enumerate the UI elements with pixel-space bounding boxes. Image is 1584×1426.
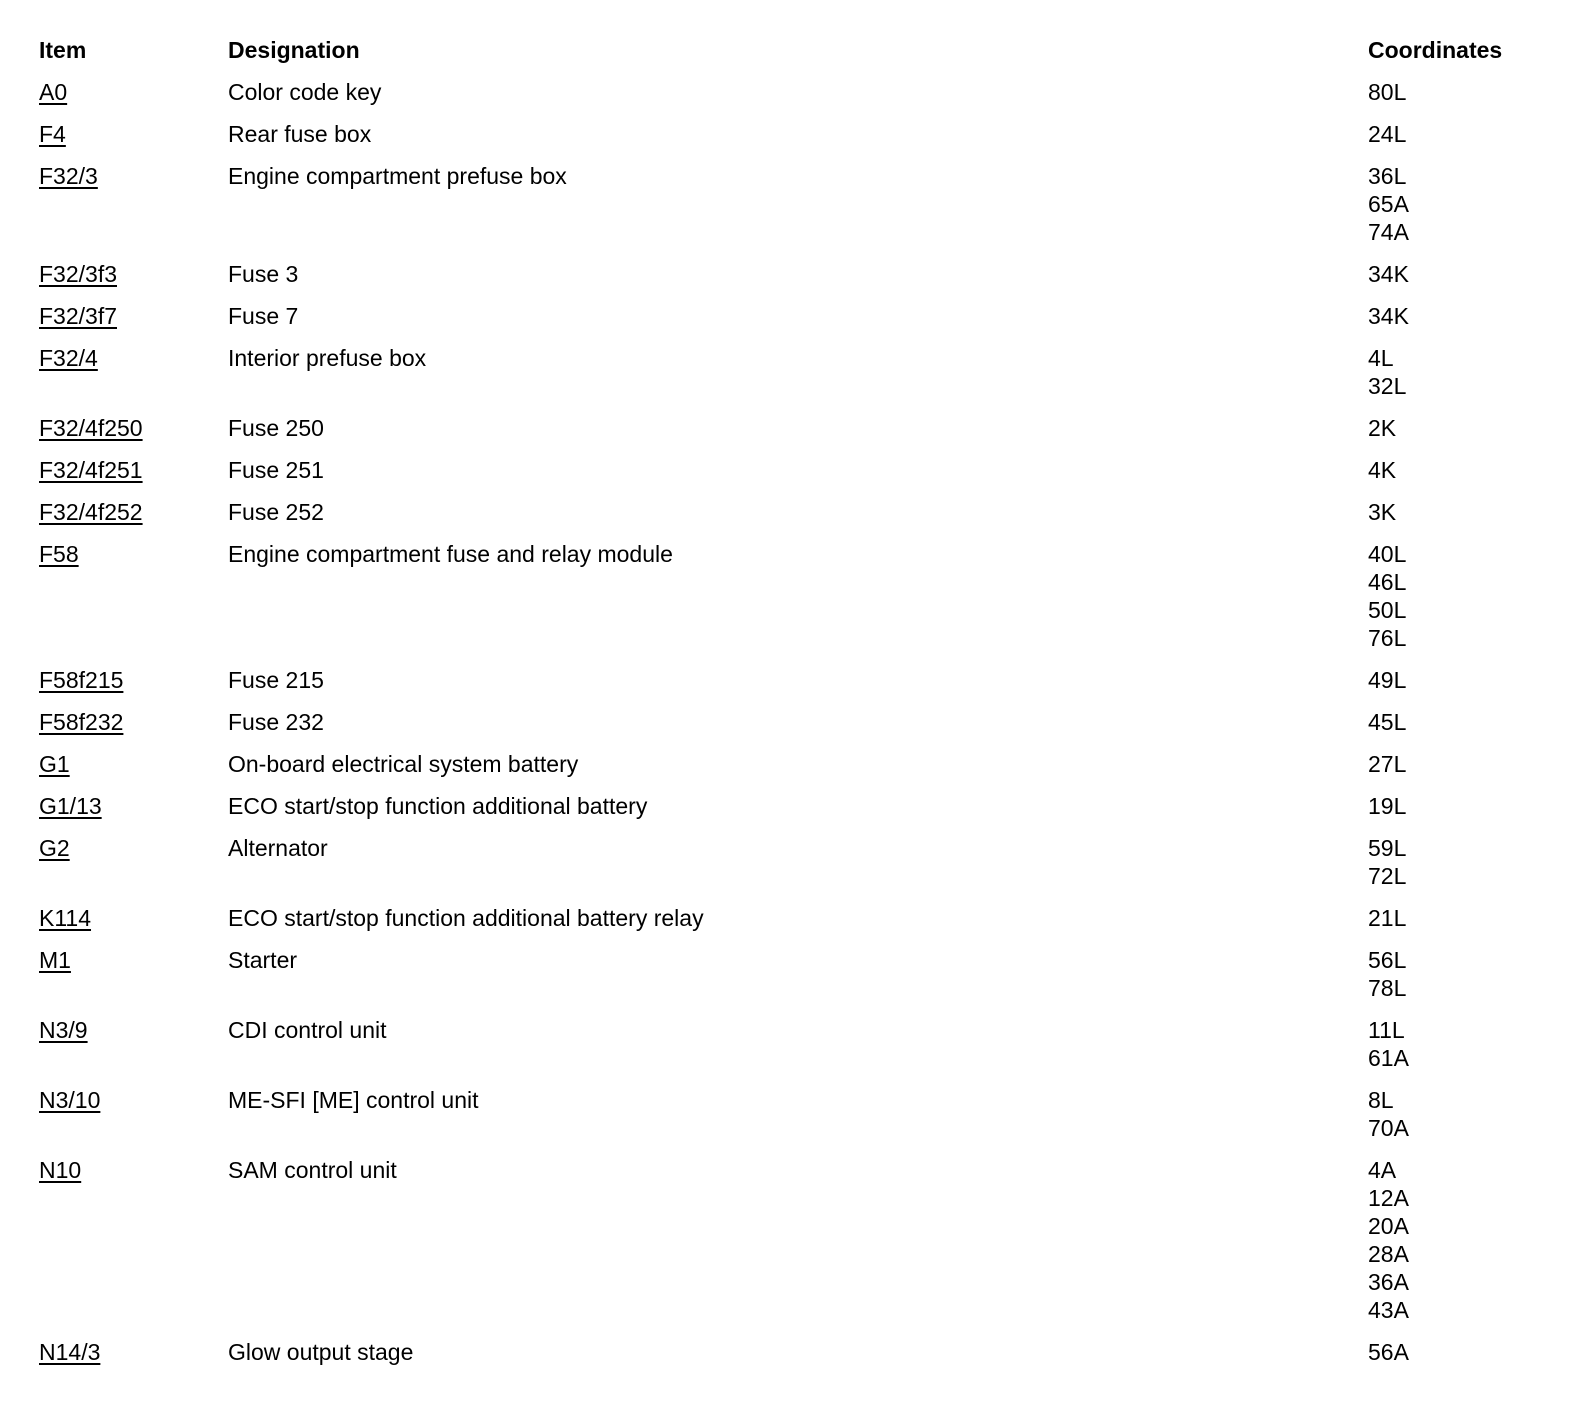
designation-cell: Alternator bbox=[228, 835, 328, 861]
coordinate-value: 56L bbox=[1368, 947, 1407, 973]
item-cell bbox=[39, 946, 228, 1016]
coordinate-value: 74A bbox=[1368, 219, 1409, 245]
item-link[interactable]: F58 bbox=[39, 541, 79, 567]
item-cell bbox=[39, 750, 228, 792]
table-row bbox=[39, 1338, 1559, 1380]
designation-cell: Glow output stage bbox=[228, 1339, 414, 1365]
header-coordinates: Coordinates bbox=[1368, 37, 1503, 63]
item-cell bbox=[39, 792, 228, 834]
designation-cell: ECO start/stop function additional battery relay bbox=[228, 905, 704, 931]
coordinate-value: 61A bbox=[1368, 1045, 1409, 1071]
table-row bbox=[39, 792, 1559, 834]
coordinates-cell bbox=[1368, 834, 1559, 904]
header-designation: Designation bbox=[228, 37, 360, 63]
item-cell bbox=[39, 456, 228, 498]
designation-cell: Starter bbox=[228, 947, 298, 973]
item-cell bbox=[39, 540, 228, 666]
coordinate-value: 43A bbox=[1368, 1297, 1409, 1323]
item-link[interactable]: K114 bbox=[39, 905, 92, 931]
item-link[interactable]: F32/3f7 bbox=[39, 303, 117, 329]
item-link[interactable]: N3/10 bbox=[39, 1087, 101, 1113]
coordinate-value: 12A bbox=[1368, 1185, 1409, 1211]
table-row bbox=[39, 414, 1559, 456]
item-link[interactable]: F32/4 bbox=[39, 345, 98, 371]
coordinates-cell bbox=[1368, 708, 1559, 750]
coordinates-cell bbox=[1368, 904, 1559, 946]
designation-cell: Engine compartment prefuse box bbox=[228, 163, 567, 189]
table-row bbox=[39, 120, 1559, 162]
item-cell bbox=[39, 302, 228, 344]
designation-cell: Fuse 3 bbox=[228, 261, 299, 287]
item-link[interactable]: N3/9 bbox=[39, 1017, 88, 1043]
coordinate-value: 20A bbox=[1368, 1213, 1409, 1239]
coordinate-value: 24L bbox=[1368, 121, 1407, 147]
coordinate-value: 50L bbox=[1368, 597, 1407, 623]
coordinate-value: 36A bbox=[1368, 1269, 1409, 1295]
coordinate-value: 72L bbox=[1368, 863, 1407, 889]
coordinate-value: 21L bbox=[1368, 905, 1407, 931]
coordinates-cell bbox=[1368, 260, 1559, 302]
table-row bbox=[39, 1016, 1559, 1086]
coordinate-value: 28A bbox=[1368, 1241, 1409, 1267]
coordinates-cell bbox=[1368, 666, 1559, 708]
coordinate-value: 40L bbox=[1368, 541, 1407, 567]
designation-cell: On-board electrical system battery bbox=[228, 751, 579, 777]
designation-cell: CDI control unit bbox=[228, 1017, 387, 1043]
item-cell bbox=[39, 344, 228, 414]
item-cell bbox=[39, 120, 228, 162]
item-cell bbox=[39, 414, 228, 456]
designation-cell: Interior prefuse box bbox=[228, 345, 427, 371]
designation-cell: Rear fuse box bbox=[228, 121, 372, 147]
item-cell bbox=[39, 1156, 228, 1338]
item-link[interactable]: G2 bbox=[39, 835, 70, 861]
coordinate-value: 2K bbox=[1368, 415, 1397, 441]
coordinates-cell bbox=[1368, 78, 1559, 120]
coordinates-cell bbox=[1368, 540, 1559, 666]
coordinate-value: 34K bbox=[1368, 303, 1409, 329]
coordinates-cell bbox=[1368, 1338, 1559, 1380]
coordinate-value: 56A bbox=[1368, 1339, 1409, 1365]
table-header-row bbox=[39, 36, 1559, 78]
table-row bbox=[39, 456, 1559, 498]
designation-cell: SAM control unit bbox=[228, 1157, 397, 1183]
item-link[interactable]: A0 bbox=[39, 79, 68, 105]
coordinate-value: 3K bbox=[1368, 499, 1397, 525]
designation-cell: Fuse 252 bbox=[228, 499, 324, 525]
coordinate-value: 78L bbox=[1368, 975, 1407, 1001]
designation-cell: Fuse 232 bbox=[228, 709, 324, 735]
item-cell bbox=[39, 498, 228, 540]
coordinate-value: 49L bbox=[1368, 667, 1407, 693]
coordinates-cell bbox=[1368, 750, 1559, 792]
table-row bbox=[39, 666, 1559, 708]
coordinates-cell bbox=[1368, 120, 1559, 162]
designation-cell: Fuse 7 bbox=[228, 303, 299, 329]
table-row bbox=[39, 260, 1559, 302]
item-cell bbox=[39, 1338, 228, 1380]
item-link[interactable]: N14/3 bbox=[39, 1339, 101, 1365]
coordinate-value: 4K bbox=[1368, 457, 1397, 483]
designation-cell: ME-SFI [ME] control unit bbox=[228, 1087, 479, 1113]
item-cell bbox=[39, 162, 228, 260]
coordinate-value: 19L bbox=[1368, 793, 1407, 819]
item-link[interactable]: F58f232 bbox=[39, 709, 124, 735]
component-legend-table bbox=[39, 36, 1559, 1380]
item-link[interactable]: G1/13 bbox=[39, 793, 102, 819]
designation-cell: Fuse 251 bbox=[228, 457, 324, 483]
coordinates-cell bbox=[1368, 946, 1559, 1016]
designation-cell: Engine compartment fuse and relay module bbox=[228, 541, 673, 567]
designation-cell: Fuse 250 bbox=[228, 415, 324, 441]
designation-cell: ECO start/stop function additional battery bbox=[228, 793, 648, 819]
item-link[interactable]: N10 bbox=[39, 1157, 82, 1183]
coordinate-value: 46L bbox=[1368, 569, 1407, 595]
coordinates-cell bbox=[1368, 162, 1559, 260]
item-cell bbox=[39, 666, 228, 708]
coordinate-value: 70A bbox=[1368, 1115, 1409, 1141]
designation-cell: Color code key bbox=[228, 79, 382, 105]
table-row bbox=[39, 946, 1559, 1016]
item-link[interactable]: F32/3 bbox=[39, 163, 98, 189]
coordinate-value: 65A bbox=[1368, 191, 1409, 217]
coordinates-cell bbox=[1368, 498, 1559, 540]
coordinate-value: 80L bbox=[1368, 79, 1407, 105]
table-row bbox=[39, 1086, 1559, 1156]
coordinate-value: 27L bbox=[1368, 751, 1407, 777]
table-row bbox=[39, 540, 1559, 666]
item-link[interactable]: F32/4f250 bbox=[39, 415, 143, 441]
item-link[interactable]: F32/4f251 bbox=[39, 457, 143, 483]
table-row bbox=[39, 834, 1559, 904]
item-link[interactable]: G1 bbox=[39, 751, 70, 777]
table-row bbox=[39, 708, 1559, 750]
coordinate-value: 32L bbox=[1368, 373, 1407, 399]
item-cell bbox=[39, 260, 228, 302]
item-cell bbox=[39, 1086, 228, 1156]
item-link[interactable]: F32/4f252 bbox=[39, 499, 143, 525]
coordinates-cell bbox=[1368, 1156, 1559, 1338]
coordinate-value: 4L bbox=[1368, 345, 1394, 371]
item-cell bbox=[39, 708, 228, 750]
item-link[interactable]: F32/3f3 bbox=[39, 261, 117, 287]
item-link[interactable]: F58f215 bbox=[39, 667, 124, 693]
coordinate-value: 36L bbox=[1368, 163, 1407, 189]
coordinate-value: 45L bbox=[1368, 709, 1407, 735]
header-item: Item bbox=[39, 37, 87, 63]
coordinates-cell bbox=[1368, 302, 1559, 344]
item-cell bbox=[39, 904, 228, 946]
item-cell bbox=[39, 1016, 228, 1086]
coordinate-value: 34K bbox=[1368, 261, 1409, 287]
item-cell bbox=[39, 78, 228, 120]
item-cell bbox=[39, 834, 228, 904]
table-row bbox=[39, 498, 1559, 540]
coordinates-cell bbox=[1368, 344, 1559, 414]
table-row bbox=[39, 78, 1559, 120]
table-row bbox=[39, 344, 1559, 414]
table-body bbox=[39, 78, 1559, 1380]
item-link[interactable]: F4 bbox=[39, 121, 66, 147]
coordinate-value: 76L bbox=[1368, 625, 1407, 651]
coordinate-value: 11L bbox=[1368, 1017, 1405, 1043]
coordinates-cell bbox=[1368, 456, 1559, 498]
designation-cell: Fuse 215 bbox=[228, 667, 324, 693]
coordinates-cell bbox=[1368, 414, 1559, 456]
table-row bbox=[39, 1156, 1559, 1338]
coordinate-value: 8L bbox=[1368, 1087, 1394, 1113]
coordinates-cell bbox=[1368, 1086, 1559, 1156]
coordinate-value: 4A bbox=[1368, 1157, 1397, 1183]
item-link[interactable]: M1 bbox=[39, 947, 71, 973]
coordinates-cell bbox=[1368, 1016, 1559, 1086]
table-row bbox=[39, 750, 1559, 792]
table-row bbox=[39, 162, 1559, 260]
table-row bbox=[39, 904, 1559, 946]
table-row bbox=[39, 302, 1559, 344]
coordinate-value: 59L bbox=[1368, 835, 1407, 861]
coordinates-cell bbox=[1368, 792, 1559, 834]
